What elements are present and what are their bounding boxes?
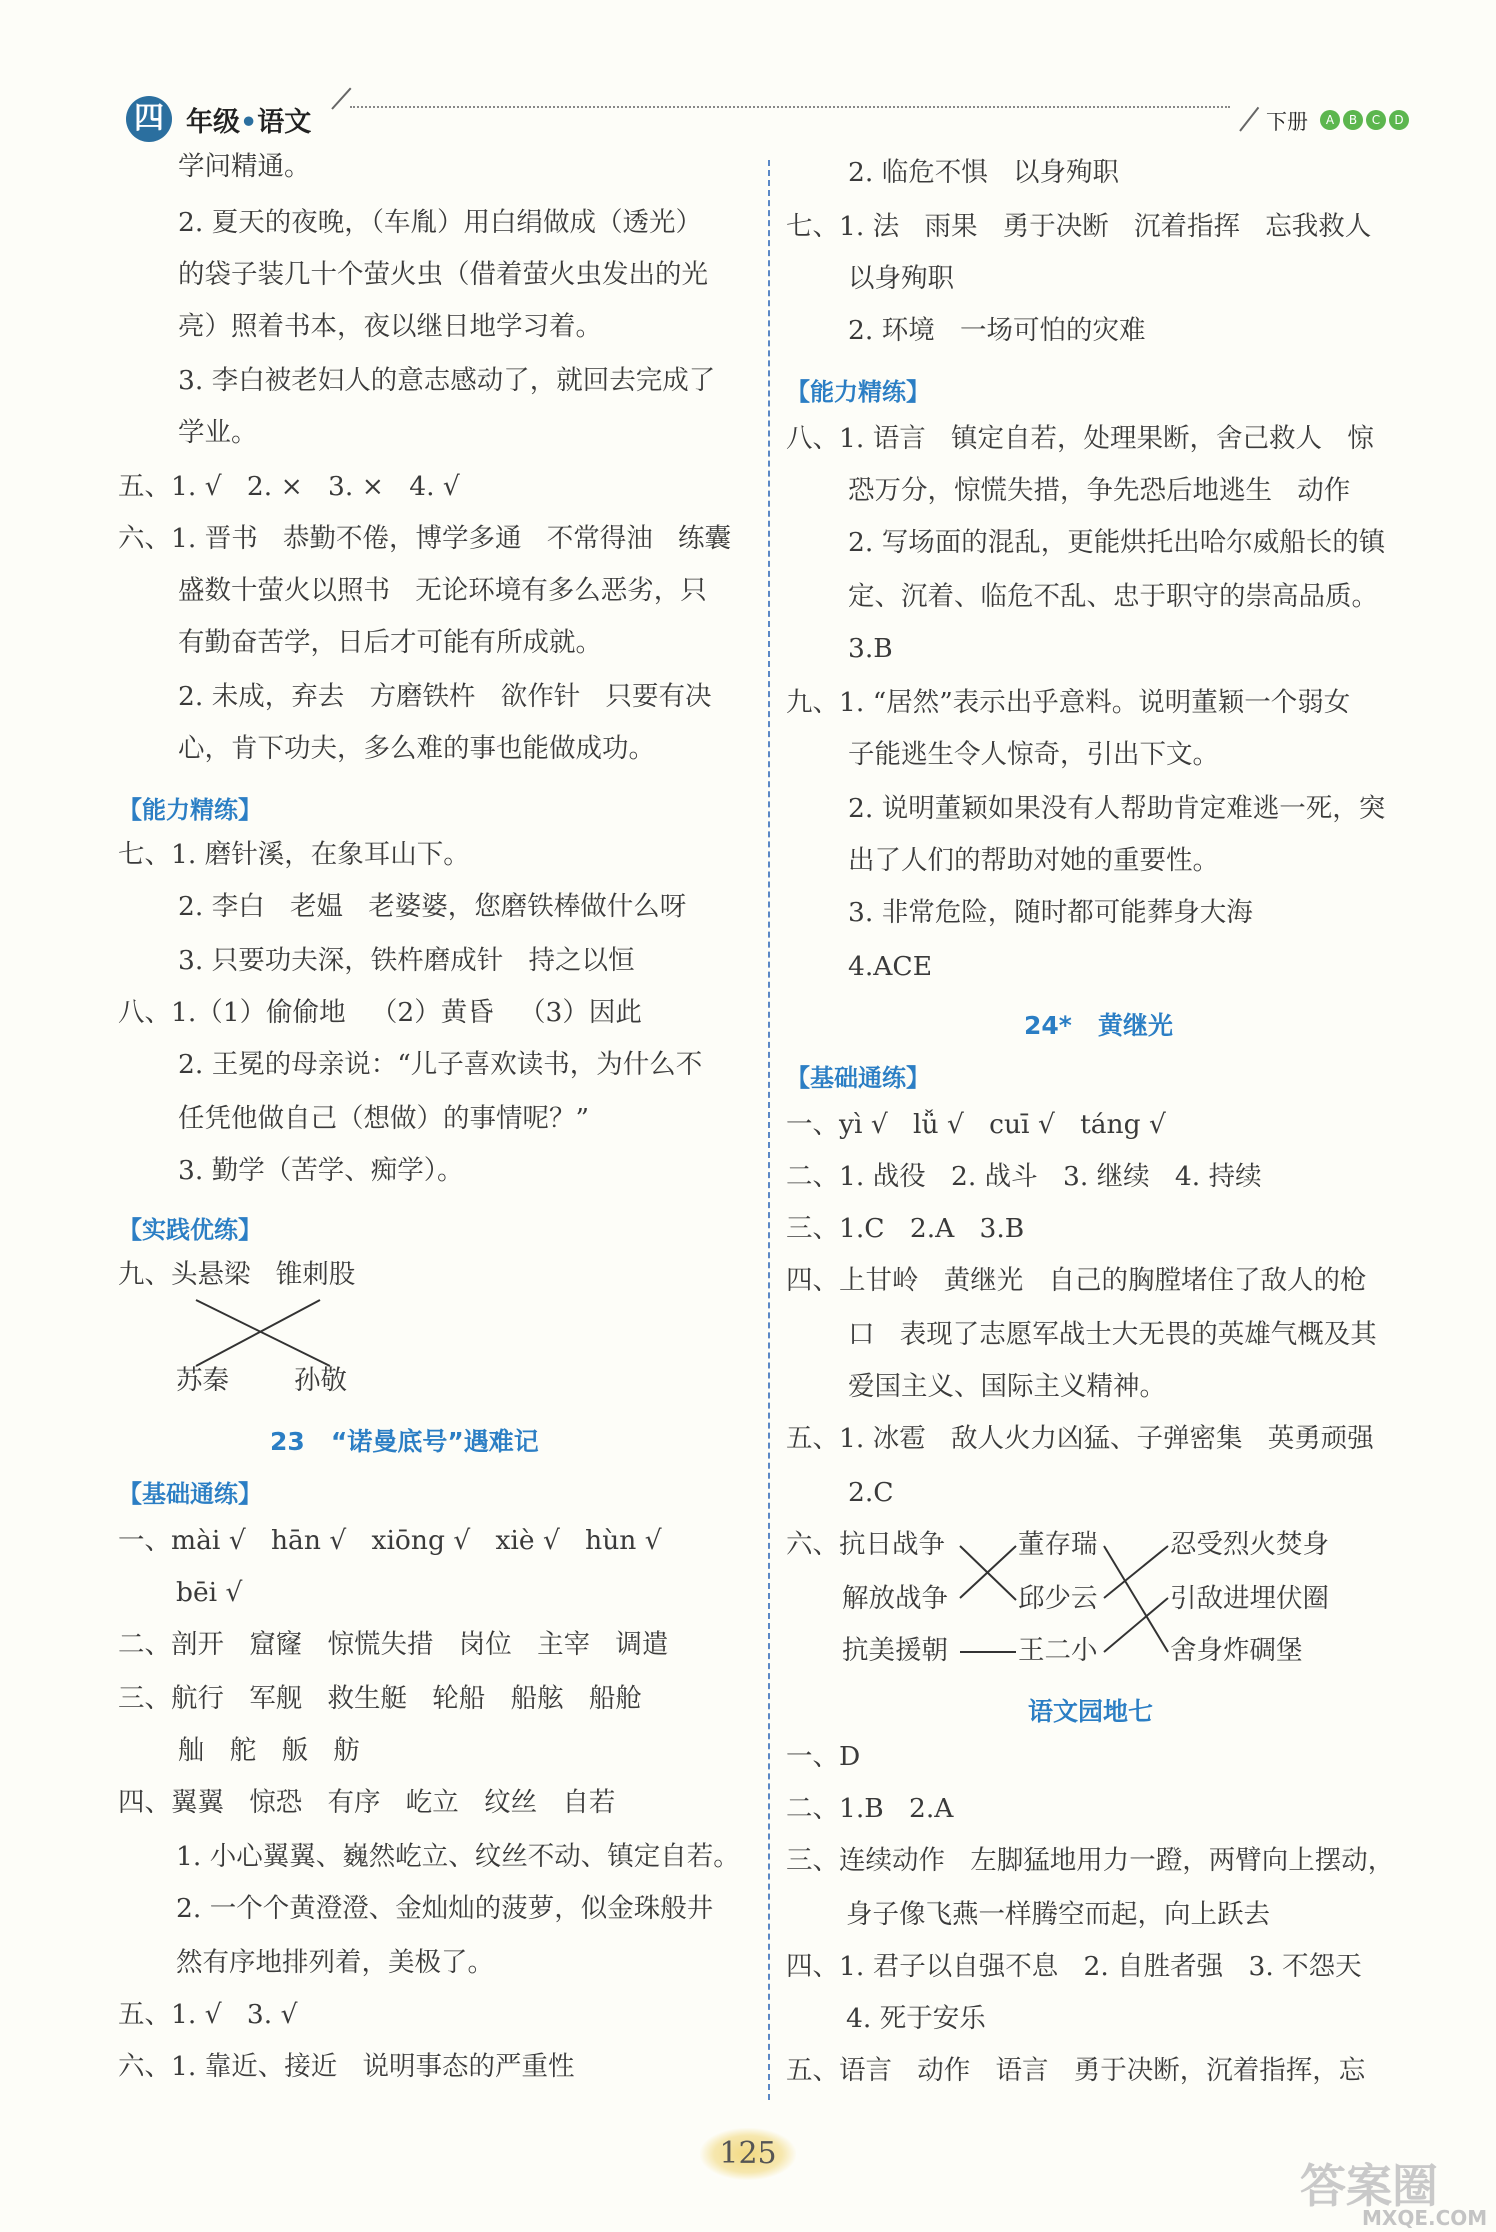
answer-line: 2. 环境 一场可怕的灾难 xyxy=(848,315,1146,346)
match-line xyxy=(1104,1598,1168,1652)
level-badge: B xyxy=(1343,110,1363,130)
match-item: 舍身炸碉堡 xyxy=(1170,1635,1303,1666)
answer-line: 三、连续动作 左脚猛地用力一蹬，两臂向上摆动， xyxy=(786,1845,1395,1876)
answer-line: 身子像飞燕一样腾空而起，向上跃去 xyxy=(846,1899,1270,1930)
match-item: 抗美援朝 xyxy=(842,1635,948,1666)
section-heading: 【能力精练】 xyxy=(786,378,930,406)
answer-line: 2. 王冕的母亲说：“儿子喜欢读书，为什么不 xyxy=(178,1049,703,1080)
answer-line: 八、1. 语言 镇定自若，处理果断，舍己救人 惊 xyxy=(786,423,1374,454)
answer-line: 五、1. √ 3. √ xyxy=(118,1999,298,2030)
answer-line: 2. 写场面的混乱，更能烘托出哈尔威船长的镇 xyxy=(848,527,1386,558)
answer-line: 爱国主义、国际主义精神。 xyxy=(848,1371,1166,1402)
answer-line: 3. 非常危险，随时都可能葬身大海 xyxy=(848,897,1253,928)
answer-line: 有勤奋苦学，日后才可能有所成就。 xyxy=(178,627,602,658)
answer-line: 二、1.B 2.A xyxy=(786,1793,954,1824)
match-item: 孙敬 xyxy=(294,1365,347,1396)
section-title: 语文园地七 xyxy=(1028,1697,1154,1726)
answer-line: 一、D xyxy=(786,1741,861,1772)
grade-label: 年级 xyxy=(186,107,240,138)
answer-line: 2. 李白 老媪 老婆婆，您磨铁棒做什么呀 xyxy=(178,891,687,922)
answer-line: 六、1. 靠近、接近 说明事态的严重性 xyxy=(118,2051,575,2082)
answer-line: 亮）照着书本，夜以继日地学习着。 xyxy=(178,311,602,342)
match-item: 王二小 xyxy=(1018,1635,1098,1666)
answer-line: 然有序地排列着，美极了。 xyxy=(176,1947,494,1978)
answer-line: 六、1. 晋书 恭勤不倦，博学多通 不常得油 练囊 xyxy=(118,523,732,554)
answer-line: 2.C xyxy=(848,1477,894,1508)
section-heading: 【实践优练】 xyxy=(118,1216,262,1244)
answer-line: 三、1.C 2.A 3.B xyxy=(786,1213,1025,1244)
watermark-url: MXQE.COM xyxy=(1362,2206,1488,2230)
level-badge: D xyxy=(1389,110,1409,130)
answer-line: 1. 小心翼翼、巍然屹立、纹丝不动、镇定自若。 xyxy=(176,1841,740,1872)
match-item: 苏秦 xyxy=(176,1365,229,1396)
answer-line: 的袋子装几十个萤火虫（借着萤火虫发出的光 xyxy=(178,259,708,290)
match-item: 董存瑞 xyxy=(1018,1529,1098,1560)
answer-line: 盛数十萤火以照书 无论环境有多么恶劣，只 xyxy=(178,575,707,606)
answer-line: 3. 勤学（苦学、痴学）。 xyxy=(178,1155,464,1186)
answer-line: 3.B xyxy=(848,633,893,664)
page-number: 125 xyxy=(700,2128,796,2180)
answer-line: 3. 李白被老妇人的意志感动了，就回去完成了 xyxy=(178,365,716,396)
match-item: 邱少云 xyxy=(1018,1583,1098,1614)
answer-line: 二、剖开 窟窿 惊慌失措 岗位 主宰 调遣 xyxy=(118,1629,669,1660)
section-heading: 【基础通练】 xyxy=(118,1480,262,1508)
answer-line: 一、mài √ hān √ xiōng √ xiè √ hùn √ xyxy=(118,1525,662,1556)
answer-line: 心，肯下功夫，多么难的事也能做成功。 xyxy=(178,733,655,764)
match-item: 引敌进埋伏圈 xyxy=(1170,1583,1329,1614)
answer-line: 一、yì √ lǚ √ cuī √ táng √ xyxy=(786,1109,1166,1140)
answer-line: 4. 死于安乐 xyxy=(846,2003,986,2034)
answer-line: 2. 一个个黄澄澄、金灿灿的菠萝，似金珠般井 xyxy=(176,1893,714,1924)
answer-line: 以身殉职 xyxy=(848,263,954,294)
level-badge: A xyxy=(1320,110,1340,130)
subject-label: 语文 xyxy=(257,107,312,138)
match-item: 忍受烈火焚身 xyxy=(1170,1529,1329,1560)
answer-line: 五、语言 动作 语言 勇于决断，沉着指挥，忘 xyxy=(786,2055,1366,2086)
answer-line: 2. 说明董颖如果没有人帮助肯定难逃一死，突 xyxy=(848,793,1386,824)
answer-line: 五、1. √ 2. × 3. × 4. √ xyxy=(118,471,460,502)
grade-badge: 四 xyxy=(126,96,172,142)
answer-line: 五、1. 冰雹 敌人火力凶猛、子弹密集 英勇顽强 xyxy=(786,1423,1374,1454)
answer-line: 子能逃生令人惊奇，引出下文。 xyxy=(848,739,1219,770)
answer-line: 四、1. 君子以自强不息 2. 自胜者强 3. 不怨天 xyxy=(786,1951,1362,1982)
match-item: 六、抗日战争 xyxy=(786,1529,945,1560)
answer-line: 3. 只要功夫深，铁杵磨成针 持之以恒 xyxy=(178,945,635,976)
answer-line: 出了人们的帮助对她的重要性。 xyxy=(848,845,1219,876)
watermark-logo: 答案圈 xyxy=(1300,2159,1438,2213)
answer-line: 学业。 xyxy=(178,417,258,448)
answer-line: 七、1. 法 雨果 勇于决断 沉着指挥 忘我救人 xyxy=(786,211,1372,242)
answer-line: 2. 未成，弃去 方磨铁杵 欲作针 只要有决 xyxy=(178,681,712,712)
lesson-title: 24* 黄继光 xyxy=(1024,1011,1173,1040)
section-heading: 【能力精练】 xyxy=(118,796,262,824)
answer-line: 七、1. 磨针溪，在象耳山下。 xyxy=(118,839,470,870)
answer-line: 2. 夏天的夜晚，（车胤）用白绢做成（透光） xyxy=(178,207,702,238)
level-badge: C xyxy=(1366,110,1386,130)
answer-line: 舢 舵 舨 舫 xyxy=(178,1735,360,1766)
answer-line: 定、沉着、临危不乱、忠于职守的崇高品质。 xyxy=(848,581,1378,612)
answer-line: 学问精通。 xyxy=(178,151,311,182)
answer-line: 二、1. 战役 2. 战斗 3. 继续 4. 持续 xyxy=(786,1161,1262,1192)
answer-line: 口 表现了志愿军战士大无畏的英雄气概及其 xyxy=(848,1319,1377,1350)
match-line xyxy=(1104,1546,1168,1598)
answer-line: bēi √ xyxy=(176,1577,243,1608)
lesson-title: 23 “诺曼底号”遇难记 xyxy=(270,1427,539,1456)
answer-line: 4.ACE xyxy=(848,951,933,982)
answer-line: 四、翼翼 惊恐 有序 屹立 纹丝 自若 xyxy=(118,1787,616,1818)
answer-line: 九、头悬梁 锥刺股 xyxy=(118,1259,356,1290)
section-heading: 【基础通练】 xyxy=(786,1064,930,1092)
match-line xyxy=(1104,1546,1168,1652)
answer-line: 恐万分，惊慌失措，争先恐后地逃生 动作 xyxy=(848,475,1351,506)
answer-line: 九、1. “居然”表示出乎意料。说明董颖一个弱女 xyxy=(786,687,1351,718)
volume-label: 下册 xyxy=(1266,110,1308,134)
answer-line: 八、1.（1）偷偷地 （2）黄昏 （3）因此 xyxy=(118,997,642,1028)
title-separator: • xyxy=(240,107,258,138)
answer-line: 任凭他做自己（想做）的事情呢？” xyxy=(178,1103,590,1134)
answer-line: 三、航行 军舰 救生艇 轮船 船舷 船舱 xyxy=(118,1683,642,1714)
answer-line: 2. 临危不惧 以身殉职 xyxy=(848,157,1119,188)
answer-line: 四、上甘岭 黄继光 自己的胸膛堵住了敌人的枪 xyxy=(786,1265,1367,1296)
match-item: 解放战争 xyxy=(842,1583,948,1614)
